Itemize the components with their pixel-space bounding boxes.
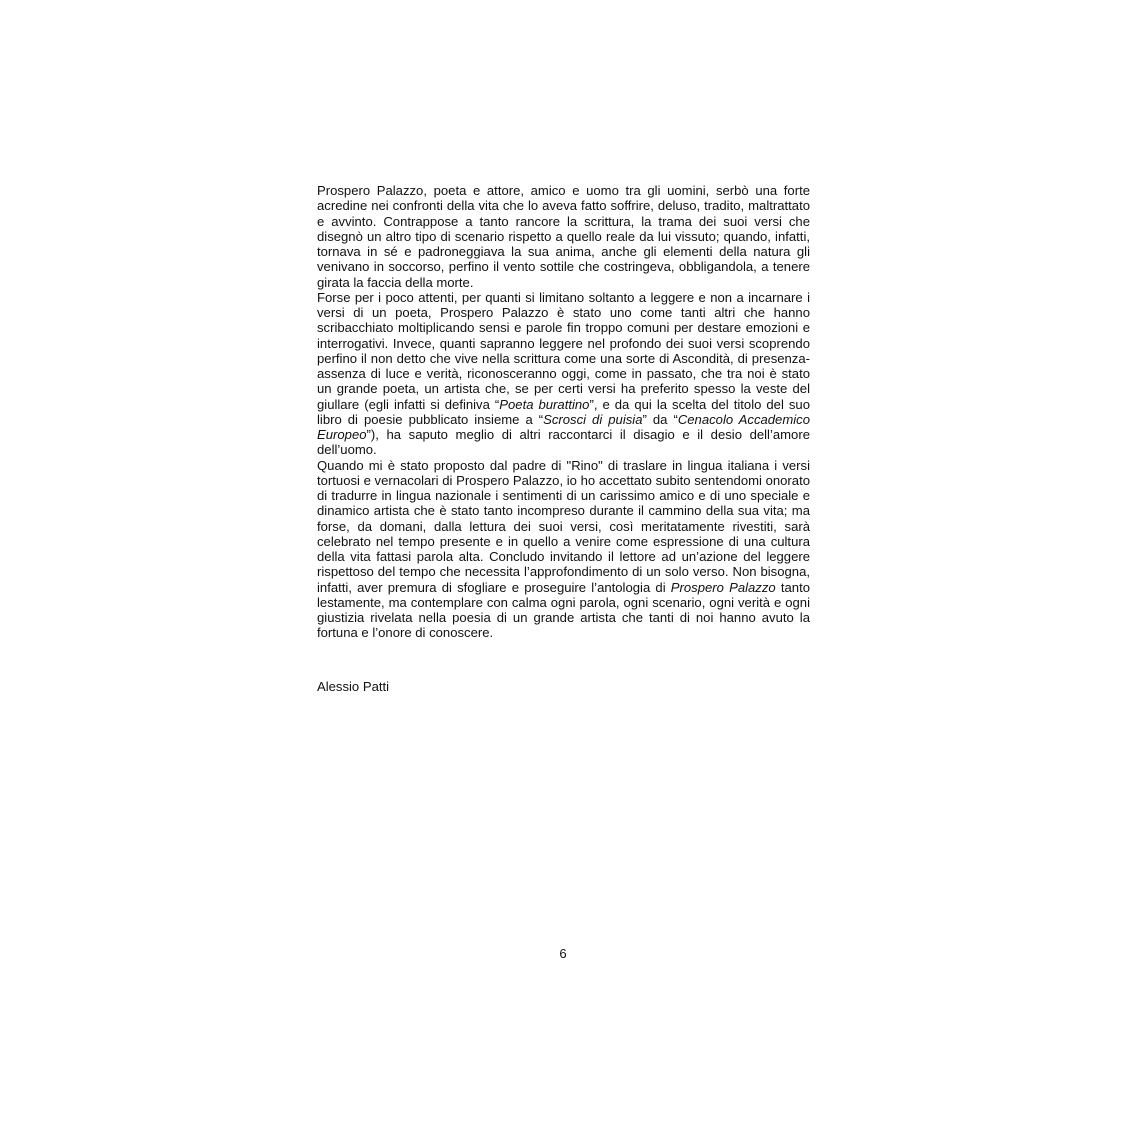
body-text [317, 183, 810, 641]
paragraph [317, 290, 810, 458]
text-run: Forse per i poco attenti, per quanti si limitano soltanto a leggere e non a incarnare i versi di un poeta, Prospero Palazzo è stato uno come tanti altri che hanno scribacchiato moltiplicando sensi e parole fin troppo comuni per destare emozioni e interrogativi. Invece, quanti sapranno leggere nel profondo dei suoi versi scoprendo perfino il non detto che vive nella scrittura come una sorte di Ascondità, di presenza-assenza di luce e verità, riconosceranno oggi, come in passato, che tra noi è stato un grande poeta, un artista che, se per certi versi ha preferito spesso la veste del giullare (egli infatti si definiva “ [317, 289, 810, 412]
text-run: Quando mi è stato proposto dal padre di "Rino" di traslare in lingua italiana i versi tortuosi e vernacolari di Prospero Palazzo, io ho accettato subito sentendomi onorato di tradurre in lingua nazionale i sentimenti di un carissimo amico e di uno speciale e dinamico artista che è stato tanto incompreso durante il cammino della sua vita; ma forse, da domani, dalla lettura dei suoi versi, così meritatamente rivestiti, sarà celebrato nel tempo presente e in quello a venire come espressione di una cultura della vita fattasi parola alta. Concludo invitando il lettore ad un’azione del leggere rispettoso del tempo che necessita l’approfondimento di un solo verso. Non bisogna, infatti, aver premura di sfogliare e proseguire l’antologia di [317, 457, 810, 595]
text-run: ” da “ [642, 411, 678, 427]
text-run: ”, e da qui la scelta del titolo del suo libro di poesie pubblicato insieme a “ [317, 396, 810, 427]
text-run: tanto lestamente, ma contemplare con calma ogni parola, ogni scenario, ogni verità e ogni giustizia rivelata nella poesia di un grande artista che tanti di noi hanno avuto la fortuna e l’onore di conoscere. [317, 579, 810, 641]
author-signature: Alessio Patti [317, 679, 390, 694]
text-run: ”), ha saputo meglio di altri raccontarci il disagio e il desio dell’amore dell’uomo. [317, 427, 810, 458]
paragraph [317, 183, 810, 290]
paragraph [317, 458, 810, 641]
italic-title-run: Scrosci di puisia [543, 411, 643, 427]
text-run: Prospero Palazzo, poeta e attore, amico e uomo tra gli uomini, serbò una forte acredine nei confronti della vita che lo aveva fatto soffrire, deluso, tradito, maltrattato e avvinto. Contrappose a tanto rancore la scrittura, la trama dei suoi versi che disegnò un altro tipo di scenario rispetto a quello reale da lui vissuto; quando, infatti, tornava in sé e padroneggiava la sua anima, anche gli elementi della natura gli venivano in soccorso, perfino il vento sottile che costringeva, obbligandola, a tenere girata la faccia della morte. [317, 183, 810, 290]
italic-title-run: Cenacolo Accademico Europeo [317, 411, 810, 442]
italic-title-run: Poeta burattino [499, 396, 590, 412]
italic-title-run: Prospero Palazzo [670, 579, 776, 595]
page-number: 6 [559, 946, 567, 961]
